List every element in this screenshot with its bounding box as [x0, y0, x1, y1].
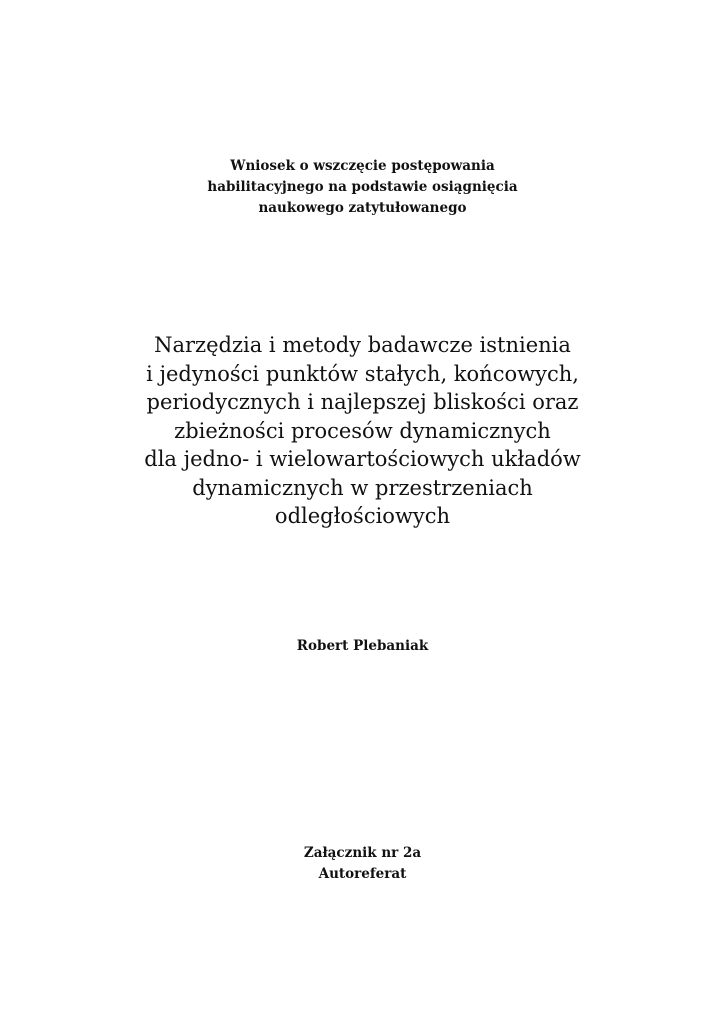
- title-line-2: i jedyności punktów stałych, końcowych,: [146, 361, 579, 386]
- title-line-3: periodycznych i najlepszej bliskości oraz: [146, 390, 579, 414]
- intro-line-1: Wniosek o wszczęcie postępowania: [230, 158, 495, 174]
- title-line-6: dynamicznych w przestrzeniach: [192, 475, 533, 500]
- author-name: Robert Plebaniak: [296, 638, 429, 654]
- annex-number: Załącznik nr 2a: [303, 845, 422, 861]
- intro-line-3: naukowego zatytułowanego: [258, 200, 467, 216]
- title-line-5: dla jedno- i wielowartościowych układów: [144, 447, 581, 471]
- title-line-4: zbieżności procesów dynamicznych: [174, 418, 551, 443]
- document-title: [0, 331, 725, 531]
- title-line-7: odległościowych: [274, 504, 451, 528]
- annex-info: [0, 843, 725, 885]
- title-line-1: Narzędzia i metody badawcze istnienia: [154, 333, 571, 357]
- application-intro: [0, 156, 725, 219]
- author: [0, 636, 725, 657]
- annex-label: Autoreferat: [318, 866, 407, 882]
- intro-line-2: habilitacyjnego na podstawie osiągnięcia: [207, 179, 518, 195]
